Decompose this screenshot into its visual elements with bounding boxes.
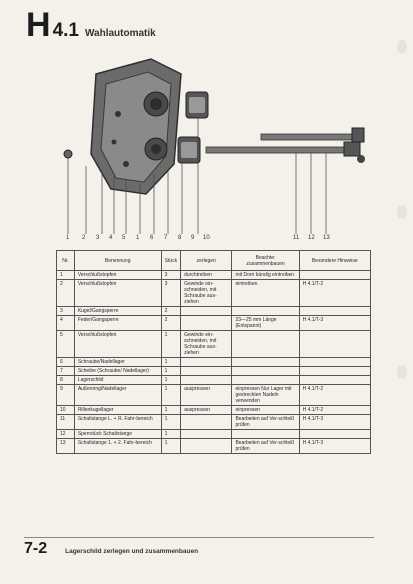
cell-hin: H 4.1/T-2	[299, 385, 370, 406]
cell-nr: 10	[57, 406, 75, 415]
cell-stk: 1	[161, 358, 181, 367]
punch-hole	[397, 365, 407, 379]
cell-hin	[299, 367, 370, 376]
cell-nr: 1	[57, 271, 75, 280]
cell-zer	[181, 415, 232, 430]
table-row	[57, 415, 371, 430]
cell-zus	[232, 358, 299, 367]
callout-number: 7	[164, 235, 168, 241]
table-row	[57, 385, 371, 406]
cell-hin	[299, 271, 370, 280]
cell-zer: Gewinde ein-schneiden, mit Schraube aus-ziehen	[181, 331, 232, 358]
cell-hin	[299, 307, 370, 316]
cell-zus: einpressen Nur Lager mit gestreckten Nadeln verwenden	[232, 385, 299, 406]
table-row	[57, 376, 371, 385]
punch-hole	[397, 205, 407, 219]
cell-zus: Bearbeiten auf Ver-schleiß prüfen	[232, 439, 299, 454]
table-row	[57, 271, 371, 280]
callout-number: 10	[203, 235, 210, 241]
table-row	[57, 307, 371, 316]
table-row	[57, 280, 371, 307]
cell-nr: 8	[57, 376, 75, 385]
col-header-stueck: Stück	[161, 251, 181, 271]
exploded-parts-illustration	[56, 44, 376, 244]
cell-zer	[181, 307, 232, 316]
cell-zer	[181, 367, 232, 376]
page-number: 7-2	[24, 540, 48, 557]
cell-bez: Verschlußstopfen	[74, 271, 161, 280]
cell-nr: 2	[57, 280, 75, 307]
cell-nr: 13	[57, 439, 75, 454]
cell-stk: 2	[161, 316, 181, 331]
cell-stk: 1	[161, 415, 181, 430]
table-body	[57, 271, 371, 454]
footer-rule	[24, 537, 374, 538]
callout-number: 2	[82, 235, 86, 241]
callout-number: 4	[109, 235, 113, 241]
cell-nr: 12	[57, 430, 75, 439]
cell-zus	[232, 376, 299, 385]
cell-zer	[181, 430, 232, 439]
cell-zer	[181, 316, 232, 331]
footer-title: Lagerschild zerlegen und zusammenbauen	[65, 548, 199, 555]
cell-nr: 6	[57, 358, 75, 367]
cell-nr: 3	[57, 307, 75, 316]
cell-hin: H 4.1/T-3	[299, 316, 370, 331]
cell-stk: 3	[161, 280, 181, 307]
cell-bez: Kugel/Gangsperre	[74, 307, 161, 316]
cell-bez: Verschlußstopfen	[74, 280, 161, 307]
cell-stk: 2	[161, 307, 181, 316]
cell-zer: Gewinde ein-schneiden, mit Schraube aus-ziehen	[181, 280, 232, 307]
cell-zus: Bearbeiten auf Ver-schleiß prüfen	[232, 415, 299, 430]
cell-zer	[181, 439, 232, 454]
cell-zer	[181, 376, 232, 385]
callout-number: 6	[150, 235, 154, 241]
callout-number: 13	[323, 235, 330, 241]
callout-number: 3	[96, 235, 100, 241]
table-row	[57, 367, 371, 376]
section-header	[26, 8, 156, 42]
callout-number: 8	[178, 235, 182, 241]
cell-zus	[232, 367, 299, 376]
cell-bez: Rillenkugellager	[74, 406, 161, 415]
cell-bez: Verschlußstopfen	[74, 331, 161, 358]
cell-hin	[299, 376, 370, 385]
callout-number: 1	[136, 235, 140, 241]
table-row	[57, 406, 371, 415]
cell-bez: Feder/Gangsperre	[74, 316, 161, 331]
cell-stk: 1	[161, 367, 181, 376]
cell-stk: 1	[161, 376, 181, 385]
callout-number: 1	[66, 235, 70, 241]
cell-zus	[232, 430, 299, 439]
cell-stk: 1	[161, 331, 181, 358]
cell-bez: Lagerschild	[74, 376, 161, 385]
cell-bez: Sperrstück Schaltstange	[74, 430, 161, 439]
cell-stk: 1	[161, 406, 181, 415]
cell-hin	[299, 358, 370, 367]
cell-nr: 11	[57, 415, 75, 430]
cell-zus: 23—25 mm Länge (Entspannt)	[232, 316, 299, 331]
cell-stk: 3	[161, 271, 181, 280]
cell-hin	[299, 430, 370, 439]
col-header-nr: Nr.	[57, 251, 75, 271]
parts-table	[56, 250, 371, 454]
cell-stk: 1	[161, 385, 181, 406]
col-header-benennung: Benennung	[74, 251, 161, 271]
table-row	[57, 439, 371, 454]
callout-number: 12	[308, 235, 315, 241]
cell-nr: 7	[57, 367, 75, 376]
punch-hole	[397, 40, 407, 54]
cell-hin: H 4.1/T-3	[299, 439, 370, 454]
section-letter: H	[26, 6, 50, 44]
cell-zer: durchtreiben	[181, 271, 232, 280]
cell-hin: H 4.1/T-3	[299, 415, 370, 430]
cell-zer: auspressen	[181, 406, 232, 415]
cell-zer	[181, 358, 232, 367]
section-number: 4.1	[52, 20, 79, 41]
cell-zus: eintreiben	[232, 280, 299, 307]
table-row	[57, 331, 371, 358]
col-header-zerlegen: zerlegen	[181, 251, 232, 271]
cell-stk: 1	[161, 439, 181, 454]
callout-number: 9	[191, 235, 195, 241]
cell-bez: Außenring/Nadellager	[74, 385, 161, 406]
col-header-hinweise: Besondere Hinweise	[299, 251, 370, 271]
cell-zus: einpressen	[232, 406, 299, 415]
cell-hin: H 4.1/T-2	[299, 280, 370, 307]
cell-nr: 4	[57, 316, 75, 331]
table-row	[57, 316, 371, 331]
section-title: Wahlautomatik	[84, 28, 156, 39]
cell-zer: auspressen	[181, 385, 232, 406]
figure-callout-numbers	[0, 235, 413, 245]
table-header-row	[57, 251, 371, 271]
cell-zus: mit Dorn bündig eintreiben	[232, 271, 299, 280]
page-footer	[24, 540, 198, 558]
cell-nr: 9	[57, 385, 75, 406]
cell-hin: H 4.1/T-2	[299, 406, 370, 415]
col-header-beachte: Beachte:	[255, 254, 276, 261]
cell-bez: Schaltstange 1. + 2. Fahr-bereich	[74, 439, 161, 454]
table-row	[57, 430, 371, 439]
callout-number: 5	[122, 235, 126, 241]
col-header-zusammenbauen	[232, 251, 299, 271]
cell-nr: 5	[57, 331, 75, 358]
cell-zus	[232, 331, 299, 358]
col-header-zusammenbauen-label: zusammenbauen	[246, 260, 285, 267]
cell-hin	[299, 331, 370, 358]
cell-stk: 1	[161, 430, 181, 439]
cell-bez: Schraube/Nadellager	[74, 358, 161, 367]
cell-bez: Schaltstange L. + R. Fahr-bereich	[74, 415, 161, 430]
cell-zus	[232, 307, 299, 316]
callout-number: 11	[293, 235, 300, 241]
table-row	[57, 358, 371, 367]
cell-bez: Scheibe (Schraube/ Nadellager)	[74, 367, 161, 376]
